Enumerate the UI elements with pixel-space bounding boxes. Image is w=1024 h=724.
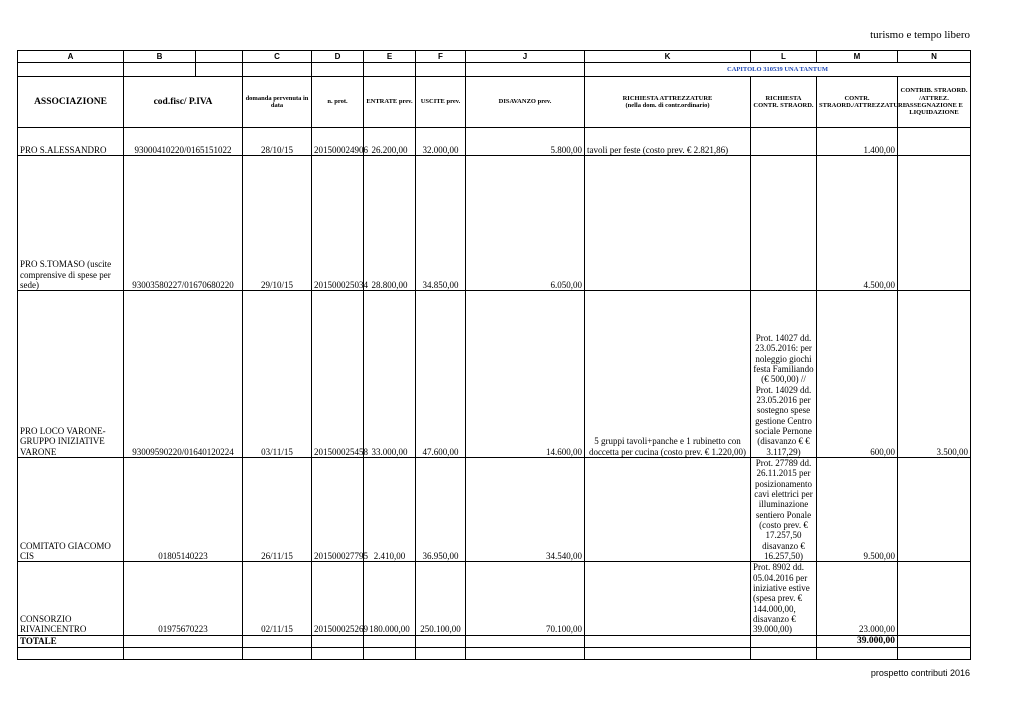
column-letters-row xyxy=(18,51,971,63)
cell-disavanzo: 6.050,00 xyxy=(466,156,585,291)
column-letter: C xyxy=(243,51,312,63)
column-letter: F xyxy=(416,51,466,63)
cell-prot: 201500027795 xyxy=(312,457,364,561)
cell-contr: 4.500,00 xyxy=(817,156,898,291)
table-row xyxy=(18,156,971,291)
cell-data: 02/11/15 xyxy=(243,562,312,635)
cell-codfisc: 01975670223 xyxy=(124,562,243,635)
cell-uscite: 250.100,00 xyxy=(416,562,466,635)
contributions-table xyxy=(17,50,971,660)
cell-straord: Prot. 8902 dd. 05.04.2016 per iniziative estive (spesa prev. € 144.000,00, disavanzo € 39.000,00) xyxy=(751,562,817,635)
cell-contr: 600,00 xyxy=(817,291,898,458)
cell-prot: 201500025269 xyxy=(312,562,364,635)
total-row xyxy=(18,635,971,647)
table-row xyxy=(18,291,971,458)
cell-associazione: COMITATO GIACOMO CIS xyxy=(18,457,124,561)
cell-disavanzo: 14.600,00 xyxy=(466,291,585,458)
cell-straord: Prot. 27789 dd. 26.11.2015 per posizionamento cavi elettrici per illuminazione sentiero Ponale (costo prev. € 17.257,50 disavanzo € 16.257,50) xyxy=(751,457,817,561)
cell-disavanzo: 5.800,00 xyxy=(466,128,585,156)
cell-straord: Prot. 14027 dd. 23.05.2016: per noleggio giochi festa Familiando (€ 500,00) // Prot. 14029 dd. 23.05.2016 per sostegno spese gestione Centro sociale Pernone (disavanzo € € 3.117,29) xyxy=(751,291,817,458)
cell-assegn xyxy=(898,128,971,156)
cell-entrate: 180.000,00 xyxy=(364,562,416,635)
header-row xyxy=(18,77,971,128)
header-richiesta-attrezzature xyxy=(585,77,751,128)
cell-attrezzature: 5 gruppi tavoli+panche e 1 rubinetto con doccetta per cucina (costo prev. € 1.220,00) xyxy=(585,291,751,458)
header-uscite: USCITE prev. xyxy=(416,77,466,128)
cell-attrezzature xyxy=(585,457,751,561)
cell-assegn: 3.500,00 xyxy=(898,291,971,458)
sheet-header-label: turismo e tempo libero xyxy=(870,29,970,41)
cell-codfisc: 93003580227/01670680220 xyxy=(124,156,243,291)
cell-entrate: 28.800,00 xyxy=(364,156,416,291)
cell-contr: 1.400,00 xyxy=(817,128,898,156)
header-contrib-assegnazione: CONTRIB. STRAORD. /ATTREZ. ASSEGNAZIONE E LIQUIDAZIONE xyxy=(898,77,971,128)
column-letter: B xyxy=(124,51,196,63)
cell-contr: 9.500,00 xyxy=(817,457,898,561)
cell-contr: 23.000,00 xyxy=(817,562,898,635)
cell-entrate: 2.410,00 xyxy=(364,457,416,561)
header-entrate: ENTRATE prev. xyxy=(364,77,416,128)
column-letter: K xyxy=(585,51,751,63)
cell-straord xyxy=(751,156,817,291)
cell-associazione: CONSORZIO RIVAINCENTRO xyxy=(18,562,124,635)
column-letter: L xyxy=(751,51,817,63)
column-letter xyxy=(196,51,243,63)
header-disavanzo: DISAVANZO prev. xyxy=(466,77,585,128)
capitolo-row xyxy=(18,63,971,77)
cell-straord xyxy=(751,128,817,156)
header-richiesta-attr-title: RICHIESTA ATTREZZATURE xyxy=(622,94,713,102)
cell-assegn xyxy=(898,457,971,561)
header-domanda: domanda pervenuta in data xyxy=(243,77,312,128)
header-richiesta-straord: RICHIESTA CONTR. STRAORD. xyxy=(751,77,817,128)
header-associazione: ASSOCIAZIONE xyxy=(18,77,124,128)
cell-entrate: 33.000,00 xyxy=(364,291,416,458)
capitolo-label: CAPITOLO 310539 UNA TANTUM xyxy=(585,63,971,77)
column-letter: J xyxy=(466,51,585,63)
cell-associazione: PRO S.TOMASO (uscite comprensive di spese per sede) xyxy=(18,156,124,291)
cell-associazione: PRO S.ALESSANDRO xyxy=(18,128,124,156)
header-nprot: n. prot. xyxy=(312,77,364,128)
cell-data: 28/10/15 xyxy=(243,128,312,156)
cell-uscite: 32.000,00 xyxy=(416,128,466,156)
cell-codfisc: 01805140223 xyxy=(124,457,243,561)
cell-prot: 201500025034 xyxy=(312,156,364,291)
cell-data: 26/11/15 xyxy=(243,457,312,561)
cell-prot: 201500025458 xyxy=(312,291,364,458)
header-contr-straord: CONTR. STRAORD./ATTREZZATURE xyxy=(817,77,898,128)
cell-data: 03/11/15 xyxy=(243,291,312,458)
header-richiesta-attr-sub: (nella dom. di contr.ordinario) xyxy=(625,102,710,109)
cell-assegn xyxy=(898,562,971,635)
column-letter: N xyxy=(898,51,971,63)
column-letter: D xyxy=(312,51,364,63)
total-value: 39.000,00 xyxy=(817,635,898,647)
column-letter: A xyxy=(18,51,124,63)
empty-row xyxy=(18,647,971,659)
column-letter: E xyxy=(364,51,416,63)
cell-data: 29/10/15 xyxy=(243,156,312,291)
header-codfisc: cod.fisc/ P.IVA xyxy=(124,77,243,128)
cell-prot: 201500024906 xyxy=(312,128,364,156)
cell-codfisc: 93000410220/0165151022 xyxy=(124,128,243,156)
cell-disavanzo: 34.540,00 xyxy=(466,457,585,561)
cell-assegn xyxy=(898,156,971,291)
cell-entrate: 26.200,00 xyxy=(364,128,416,156)
cell-uscite: 47.600,00 xyxy=(416,291,466,458)
column-letter: M xyxy=(817,51,898,63)
sheet-footer-label: prospetto contributi 2016 xyxy=(870,668,970,678)
cell-attrezzature: tavoli per feste (costo prev. € 2.821,86) xyxy=(585,128,751,156)
cell-attrezzature xyxy=(585,156,751,291)
cell-associazione: PRO LOCO VARONE-GRUPPO INIZIATIVE VARONE xyxy=(18,291,124,458)
cell-uscite: 36.950,00 xyxy=(416,457,466,561)
cell-uscite: 34.850,00 xyxy=(416,156,466,291)
cell-attrezzature xyxy=(585,562,751,635)
cell-codfisc: 93009590220/01640120224 xyxy=(124,291,243,458)
table-row xyxy=(18,128,971,156)
total-label: TOTALE xyxy=(18,635,124,647)
table-row xyxy=(18,457,971,561)
cell-disavanzo: 70.100,00 xyxy=(466,562,585,635)
table-row xyxy=(18,562,971,635)
